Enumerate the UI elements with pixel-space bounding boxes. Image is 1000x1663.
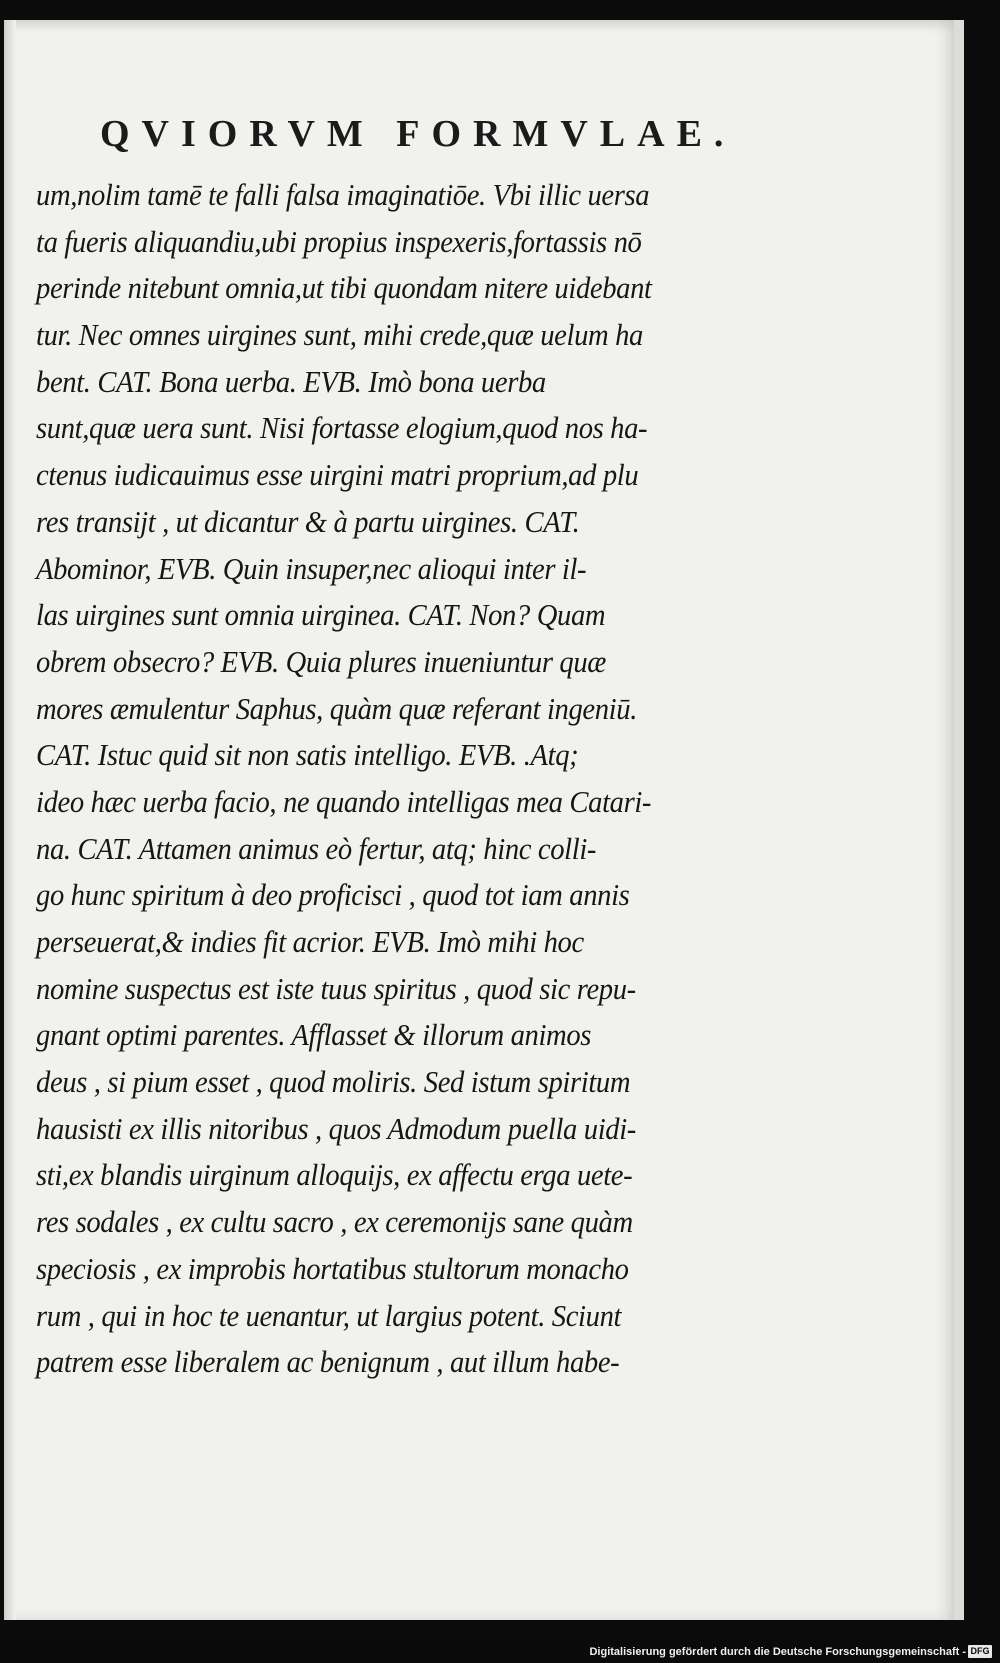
footer-credit: Digitalisierung gefördert durch die Deutsche Forschungsgemeinschaft - <box>589 1646 966 1658</box>
text-line: na. CAT. Attamen animus eò fertur, atq; hinc colli- <box>36 830 597 866</box>
text-line: bent. CAT. Bona uerba. EVB. Imò bona uerba <box>36 363 546 399</box>
text-line: obrem obsecro? EVB. Quia plures inueniuntur quæ <box>36 643 607 679</box>
text-line: res transijt , ut dicantur & à partu uirgines. CAT. <box>36 503 580 539</box>
page-gutter-edge <box>4 20 16 1620</box>
text-line: speciosis , ex improbis hortatibus stultorum monacho <box>36 1250 629 1286</box>
body-text <box>36 172 816 1386</box>
text-line: ctenus iudicauimus esse uirgini matri proprium,ad plu <box>36 457 639 493</box>
text-line: gnant optimi parentes. Afflasset & illorum animos <box>36 1017 592 1053</box>
text-line: um,nolim tamē te falli falsa imaginatiōe. Vbi illic uersa <box>36 177 650 212</box>
text-line: deus , si pium esset , quod moliris. Sed istum spiritum <box>36 1064 631 1100</box>
text-line: tur. Nec omnes uirgines sunt, mihi crede,quæ uelum ha <box>36 317 643 353</box>
text-line: sti,ex blandis uirginum alloquijs, ex affectu erga uete- <box>36 1157 633 1193</box>
text-line: sunt,quæ uera sunt. Nisi fortasse elogium,quod nos ha- <box>36 410 648 446</box>
text-line: perseuerat,& indies fit acrior. EVB. Imò mihi hoc <box>36 924 584 959</box>
text-line: rum , qui in hoc te uenantur, ut largius potent. Sciunt <box>36 1297 622 1333</box>
text-line: nomine suspectus est iste tuus spiritus , quod sic repu- <box>36 970 636 1006</box>
text-line: go hunc spiritum à deo proficisci , quod tot iam annis <box>36 877 630 913</box>
text-line: CAT. Istuc quid sit non satis intelligo. EVB. .Atq; <box>36 737 579 773</box>
text-line: res sodales , ex cultu sacro , ex ceremonijs sane quàm <box>36 1204 633 1240</box>
text-line: patrem esse liberalem ac benignum , aut illum habe- <box>36 1344 620 1380</box>
text-line: mores æmulentur Saphus, quàm quæ referant ingeniū. <box>36 690 637 726</box>
text-line: ta fueris aliquandiu,ubi propius inspexeris,fortassis nō <box>36 223 642 259</box>
text-line: las uirgines sunt omnia uirginea. CAT. Non? Quam <box>36 597 606 633</box>
dfg-logo: DFG <box>968 1645 992 1658</box>
text-line: hausisti ex illis nitoribus , quos Admodum puella uidi- <box>36 1110 636 1146</box>
text-line: perinde nitebunt omnia,ut tibi quondam nitere uidebant <box>36 270 652 306</box>
text-line: ideo hæc uerba facio, ne quando intelligas mea Catari- <box>36 783 652 819</box>
text-line: Abominor, EVB. Quin insuper,nec alioqui inter il- <box>36 550 587 586</box>
running-head: QVIORVM FORMVLAE. <box>100 113 736 155</box>
